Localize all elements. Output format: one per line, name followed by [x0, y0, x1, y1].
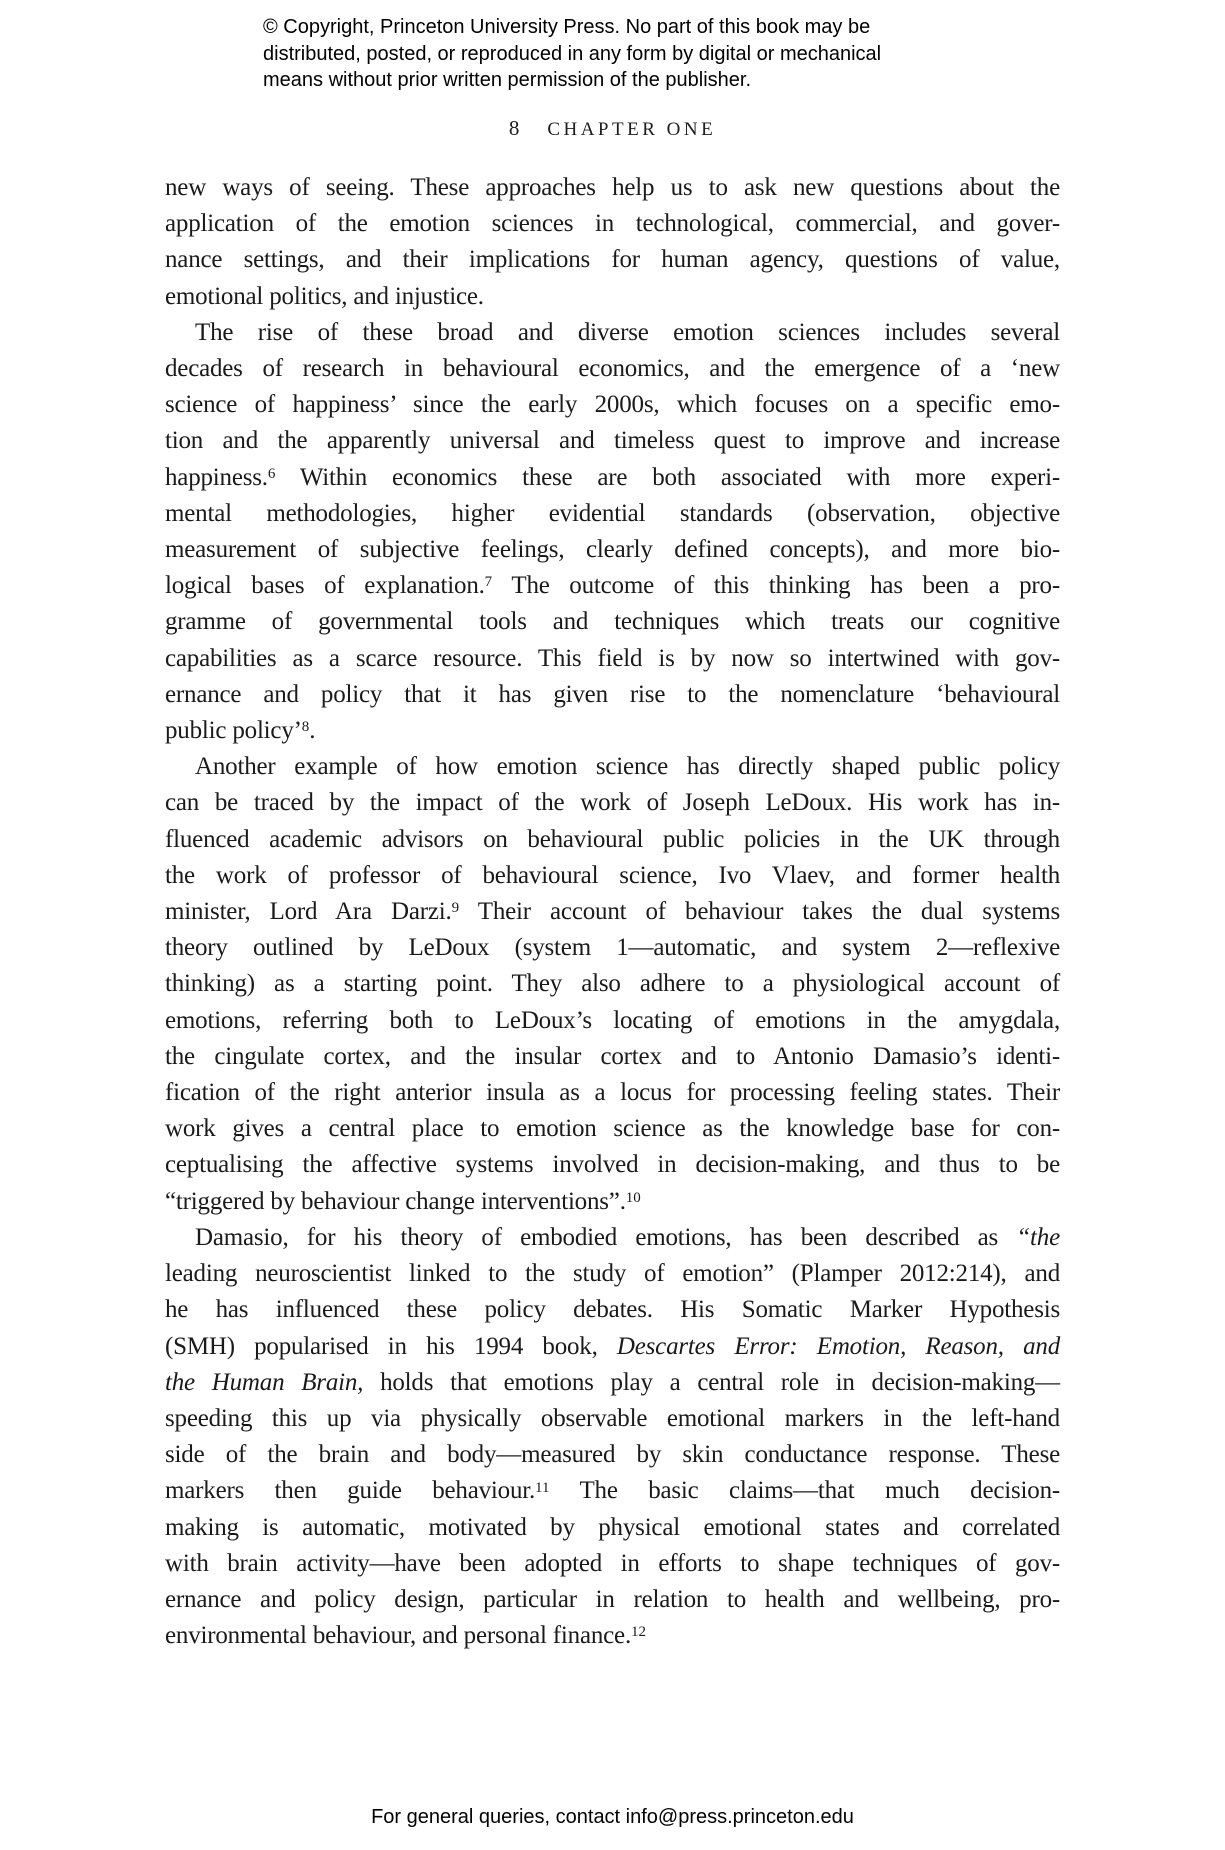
text-line: emotions, referring both to LeDoux’s locating of emotions in the amygdala, — [165, 1006, 1060, 1034]
footnote-reference: 12 — [631, 1624, 647, 1641]
text-line: mental methodologies, higher evidential standards (observation, objective — [165, 499, 1060, 527]
footnote-reference: 9 — [451, 900, 460, 917]
text-line: Damasio, for his theory of embodied emotions, has been described as “the — [195, 1223, 1060, 1251]
italic-run: “the — [1016, 1223, 1060, 1251]
copyright-line: distributed, posted, or reproduced in any form by digital or mechanical — [263, 42, 882, 65]
text-line: the work of professor of behavioural science, Ivo Vlaev, and former health — [165, 861, 1060, 889]
text-line: happiness.$^6$ Within economics these are both associated with more experi- — [165, 463, 1060, 491]
text-line: environmental behaviour, and personal finance.$^{12}$ — [165, 1622, 647, 1650]
running-head — [0, 116, 1225, 141]
footnote-reference: 7 — [484, 574, 493, 591]
text-line: decades of research in behavioural economics, and the emergence of a ‘new — [165, 355, 1060, 383]
text-line: with brain activity—have been adopted in efforts to shape techniques of gov- — [165, 1549, 1060, 1577]
text-line: Another example of how emotion science has directly shaped public policy — [195, 753, 1060, 781]
text-line: application of the emotion sciences in technological, commercial, and gover- — [165, 210, 1060, 238]
text-line: the Human Brain, holds that emotions play a central role in decision-making— — [165, 1368, 1060, 1396]
text-line: ernance and policy that it has given rise to the nomenclature ‘behavioural — [165, 680, 1060, 708]
footnote-reference: 10 — [625, 1189, 641, 1206]
copyright-line: © Copyright, Princeton University Press. No part of this book may be — [263, 16, 871, 38]
text-line: capabilities as a scarce resource. This field is by now so intertwined with gov- — [165, 644, 1060, 672]
text-line: leading neuroscientist linked to the study of emotion” (Plamper 2012:214), and — [165, 1260, 1060, 1288]
page-number: 8 — [508, 116, 521, 140]
text-line: speeding this up via physically observable emotional markers in the left-hand — [165, 1404, 1060, 1432]
text-line: side of the brain and body—measured by skin conductance response. These — [165, 1441, 1060, 1469]
text-line: thinking) as a starting point. They also adhere to a physiological account of — [165, 970, 1060, 998]
footnote-reference: 8 — [301, 719, 310, 736]
text-line: emotional politics, and injustice. — [165, 282, 484, 310]
footnote-reference: 11 — [535, 1479, 550, 1496]
text-line: new ways of seeing. These approaches help us to ask new questions about the — [165, 174, 1060, 201]
text-line: The rise of these broad and diverse emotion sciences includes several — [195, 318, 1060, 346]
italic-run: the Human Brain, — [165, 1368, 364, 1396]
text-line: can be traced by the impact of the work of Joseph LeDoux. His work has in- — [165, 789, 1060, 817]
footnote-reference: 6 — [267, 465, 276, 482]
text-line: the cingulate cortex, and the insular cortex and to Antonio Damasio’s identi- — [165, 1042, 1060, 1070]
chapter-title: CHAPTER ONE — [547, 119, 717, 140]
text-line: “triggered by behaviour change interventions”.$^{10}$ — [165, 1187, 641, 1215]
footer-contact: For general queries, contact info@press.princeton.edu — [371, 1806, 854, 1828]
text-line: fluenced academic advisors on behavioural public policies in the UK through — [165, 825, 1060, 853]
text-line: public policy’$^8$. — [165, 717, 316, 745]
text-line: logical bases of explanation.$^7$ The outcome of this thinking has been a pro- — [165, 572, 1060, 600]
text-line: markers then guide behaviour.$^{11}$ The basic claims—that much decision- — [165, 1477, 1060, 1505]
text-line: tion and the apparently universal and timeless quest to improve and increase — [165, 427, 1060, 455]
text-line: measurement of subjective feelings, clearly defined concepts), and more bio- — [165, 536, 1060, 564]
text-line: theory outlined by LeDoux (system 1—automatic, and system 2—reflexive — [165, 934, 1060, 962]
text-line: fication of the right anterior insula as a locus for processing feeling states. Their — [165, 1079, 1060, 1107]
body-text — [165, 170, 1060, 1654]
text-line: ceptualising the affective systems involved in decision-making, and thus to be — [165, 1151, 1060, 1179]
text-line: (SMH) popularised in his 1994 book, Descartes Error: Emotion, Reason, and — [165, 1332, 1060, 1360]
italic-run: Descartes Error: Emotion, Reason, and — [616, 1332, 1060, 1360]
text-line: he has influenced these policy debates. His Somatic Marker Hypothesis — [165, 1296, 1060, 1324]
copyright-line: means without prior written permission of the publisher. — [263, 69, 752, 91]
text-line: making is automatic, motivated by physical emotional states and correlated — [165, 1513, 1060, 1541]
text-line: minister, Lord Ara Darzi.$^9$ Their account of behaviour takes the dual systems — [165, 898, 1060, 926]
text-line: gramme of governmental tools and techniques which treats our cognitive — [165, 608, 1060, 636]
text-line: work gives a central place to emotion science as the knowledge base for con- — [165, 1115, 1060, 1143]
copyright-notice — [263, 14, 881, 94]
text-line: nance settings, and their implications for human agency, questions of value, — [165, 246, 1060, 274]
text-line: ernance and policy design, particular in relation to health and wellbeing, pro- — [165, 1585, 1060, 1613]
text-line: science of happiness’ since the early 2000s, which focuses on a specific emo- — [165, 391, 1060, 419]
